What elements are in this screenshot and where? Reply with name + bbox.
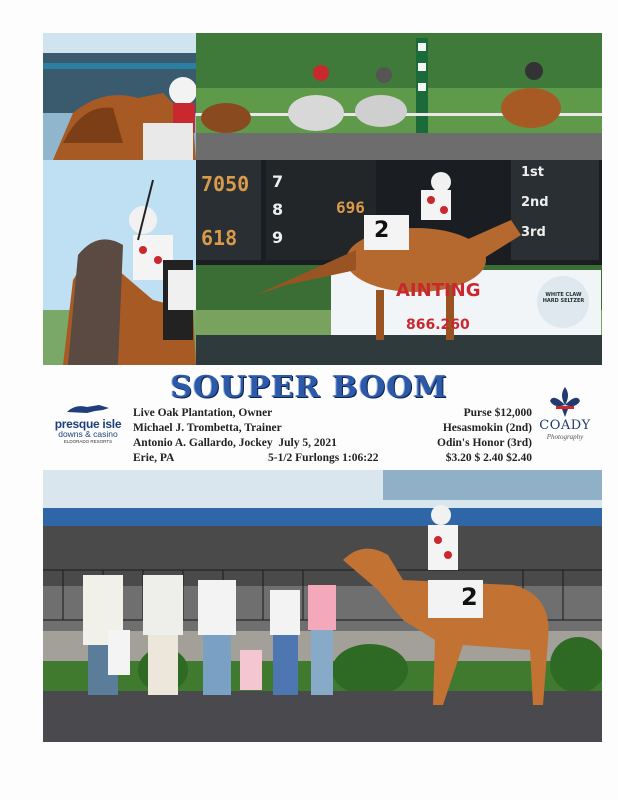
presque-isle-logo: [48, 400, 128, 448]
horse-name-title: SOUPER BOOM: [170, 370, 448, 405]
winner-saddle-number: 2: [461, 583, 478, 611]
photo-jockey-whip: [43, 160, 196, 365]
sign-text: AINTING: [396, 280, 481, 301]
trainer-line: Michael J. Trombetta, Trainer: [133, 422, 282, 434]
saddle-cloth-number: 2: [374, 218, 390, 243]
tote-place-3rd: 3rd: [521, 225, 546, 240]
jockey-line: Antonio A. Gallardo, Jockey July 5, 2021: [133, 437, 337, 449]
logo-track-line3: ELDORADO RESORTS: [63, 439, 113, 444]
tote-number-1: 7050: [201, 172, 250, 196]
race-date: July 5, 2021: [278, 437, 337, 449]
fleur-de-lis-icon: [547, 385, 583, 419]
photo-race-field: [196, 33, 602, 160]
photo-winners-circle: [43, 470, 602, 742]
location-line: Erie, PA: [133, 452, 175, 464]
tote-number-3: 618: [201, 226, 238, 250]
purse: Purse $12,000: [463, 407, 532, 419]
coady-logo: [535, 385, 595, 450]
race-info-right: [410, 406, 532, 466]
logo-track-line2: downs & casino: [58, 429, 118, 439]
photo-finish-tote: [196, 160, 602, 365]
tote-number-2: 696: [336, 198, 365, 217]
sign-phone: 866.260: [406, 317, 470, 333]
payouts: $3.20 $ 2.40 $2.40: [445, 452, 532, 464]
tote-place-2nd: 2nd: [521, 195, 549, 210]
logo-track-line1: presque isle: [54, 417, 122, 431]
coady-name: COADY: [539, 418, 591, 433]
tote-row-7: 7: [272, 172, 284, 191]
third-place: Odin's Honor (3rd): [437, 437, 532, 449]
tote-row-9: 9: [272, 228, 284, 247]
coady-sub: Photography: [546, 433, 584, 441]
second-place: Hesasmokin (2nd): [442, 422, 532, 434]
photo-jockey-closeup: [43, 33, 196, 160]
owner-line: Live Oak Plantation, Owner: [133, 407, 273, 419]
distance-time: 5-1/2 Furlongs 1:06:22: [268, 452, 379, 464]
tote-row-8: 8: [272, 200, 284, 219]
brand-sign: WHITE CLAW HARD SELTZER: [542, 292, 585, 304]
running-horse-icon: [65, 402, 111, 416]
tote-place-1st: 1st: [521, 165, 544, 180]
